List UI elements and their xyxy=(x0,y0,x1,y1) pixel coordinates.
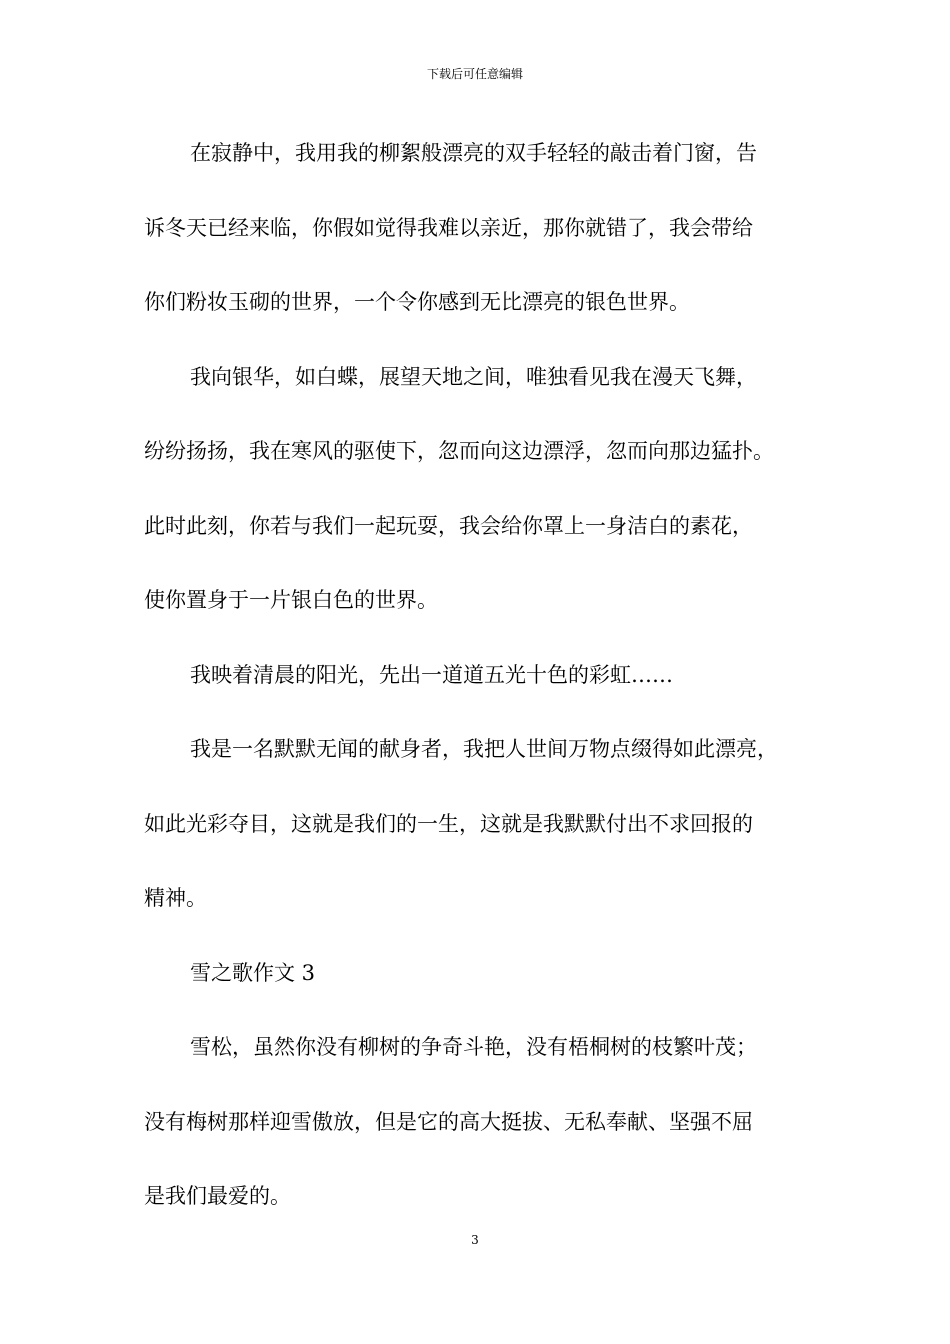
text-line: 你们粉妆玉砌的世界，一个令你感到无比漂亮的银色世界。 xyxy=(144,290,690,314)
text-line: 没有梅树那样迎雪傲放，但是它的高大挺拔、无私奉献、坚强不屈 xyxy=(144,1109,753,1134)
text-line: 在寂静中，我用我的柳絮般漂亮的双手轻轻的敲击着门窗，告 xyxy=(190,141,757,165)
text-line: 是我们最爱的。 xyxy=(144,1184,291,1208)
page-header: 下载后可任意编辑 xyxy=(426,67,523,81)
text-line: 此时此刻，你若与我们一起玩耍，我会给你罩上一身洁白的素花， xyxy=(144,513,753,538)
text-line: 雪松，虽然你没有柳树的争奇斗艳，没有梧桐树的枝繁叶茂； xyxy=(190,1035,757,1059)
body-text xyxy=(144,131,834,1249)
text-line: 精神。 xyxy=(144,886,207,910)
page-number: 3 xyxy=(471,1233,479,1247)
text-line: 纷纷扬扬，我在寒风的驱使下，忽而向这边漂浮，忽而向那边猛扑。 xyxy=(144,439,774,463)
section-heading: 雪之歌作文 3 xyxy=(190,960,316,985)
text-line: 我映着清晨的阳光，先出一道道五光十色的彩虹…… xyxy=(190,662,673,687)
text-line: 如此光彩夺目，这就是我们的一生，这就是我默默付出不求回报的 xyxy=(144,811,753,836)
text-line: 使你置身于一片银白色的世界。 xyxy=(144,588,438,612)
text-line: 我向银华，如白蝶，展望天地之间，唯独看见我在漫天飞舞， xyxy=(190,364,757,389)
text-line: 我是一名默默无闻的献身者，我把人世间万物点缀得如此漂亮， xyxy=(190,737,778,761)
text-line: 诉冬天已经来临，你假如觉得我难以亲近，那你就错了，我会带给 xyxy=(144,215,753,240)
